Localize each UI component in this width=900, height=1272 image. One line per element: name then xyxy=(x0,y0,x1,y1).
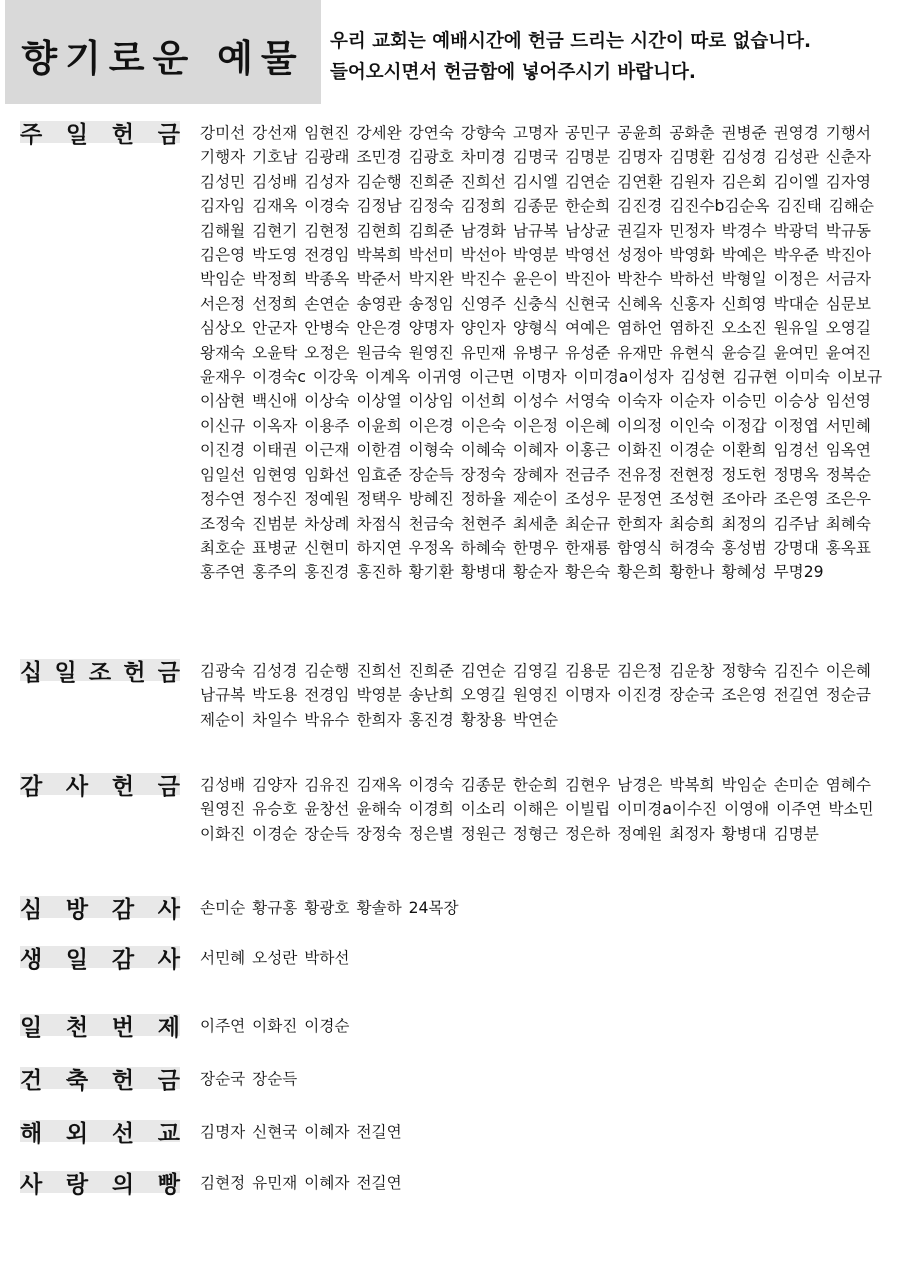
section-label xyxy=(20,659,180,686)
label-char: 축 xyxy=(65,1068,89,1094)
title-box xyxy=(5,0,321,104)
label-char: 금 xyxy=(157,1068,180,1094)
label-char: 감 xyxy=(111,947,135,973)
section-label xyxy=(20,773,180,800)
label-char: 생 xyxy=(20,947,43,973)
label-char: 교 xyxy=(157,1121,180,1147)
label-char: 사 xyxy=(20,1172,43,1198)
label-char: 건 xyxy=(20,1068,43,1094)
notice-line-2: 들어오시면서 헌금함에 넣어주시기 바랍니다. xyxy=(330,62,696,83)
label-char: 선 xyxy=(111,1121,135,1147)
label-char: 일 xyxy=(54,660,77,686)
label-char: 금 xyxy=(157,122,180,148)
label-char: 주 xyxy=(20,122,43,148)
section-label xyxy=(20,896,180,923)
section-label xyxy=(20,1120,180,1147)
label-char: 감 xyxy=(20,774,43,800)
label-char: 방 xyxy=(65,897,89,923)
section-label xyxy=(20,1171,180,1198)
section-label xyxy=(20,121,180,148)
donor-names: 김현정 유민재 이혜자 전길연 xyxy=(200,1174,402,1192)
notice-line-1: 우리 교회는 예배시간에 헌금 드리는 시간이 따로 없습니다. xyxy=(330,31,812,52)
label-char: 천 xyxy=(65,1015,89,1041)
label-char: 사 xyxy=(157,947,180,973)
label-char: 헌 xyxy=(111,1068,135,1094)
label-char: 금 xyxy=(157,774,180,800)
label-char: 감 xyxy=(111,897,135,923)
donor-names: 김광숙 김성경 김순행 진희선 진희준 김연순 김영길 김용문 김은정 김운창 정향숙 김진수 이은혜 남규복 박도용 전경임 박영분 송난희 오영길 원영진 이명자 이진경 장순국 조은영 전길연 정순금 제순이 차일수 박유수 한희자 홍진경 황창용 박연순 xyxy=(200,662,871,729)
label-char: 번 xyxy=(111,1015,135,1041)
label-char: 조 xyxy=(88,660,112,686)
page-title: 향기로운 예물 xyxy=(21,37,305,80)
label-char: 랑 xyxy=(65,1172,89,1198)
label-char: 사 xyxy=(157,897,180,923)
donor-names: 손미순 황규홍 황광호 황솔하 24목장 xyxy=(200,899,459,917)
donor-names: 김성배 김양자 김유진 김재옥 이경숙 김종문 한순희 김현우 남경은 박복희 박임순 손미순 염혜수 원영진 유승호 윤창선 윤해숙 이경희 이소리 이해은 이빌립 이미경a이수진 이영애 이주연 박소민 이화진 이경순 장순득 장정숙 정은별 정원근 정형근 정은하 정예원 최정자 황병대 김명분 xyxy=(200,776,874,843)
label-char: 일 xyxy=(20,1015,43,1041)
label-char: 일 xyxy=(65,122,89,148)
label-char: 십 xyxy=(20,660,43,686)
donor-names: 이주연 이화진 이경순 xyxy=(200,1017,350,1035)
label-char: 외 xyxy=(65,1121,89,1147)
label-char: 일 xyxy=(65,947,89,973)
label-char: 제 xyxy=(157,1015,180,1041)
label-char: 헌 xyxy=(123,660,146,686)
donor-names: 장순국 장순득 xyxy=(200,1070,298,1088)
label-char: 심 xyxy=(20,897,43,923)
donor-names: 강미선 강선재 임현진 강세완 강연숙 강향숙 고명자 공민구 공윤희 공화춘 권병준 권영경 기행서 기행자 기호남 김광래 조민경 김광호 차미경 김명국 김명분 김명자 김명환 김성경 김성관 신춘자 김성민 김성배 김성자 김순행 진희준 진희선 김시엘 김연순 김연환 김원자 김은회 김이엘 김자영 김자임 김재옥 이경숙 김정남 김정숙 김정희 김종문 한순희 김진경 김진수b김순옥 김진태 김해순 김해월 김현기 김현정 김현희 김희준 남경화 남규복 남상균 권길자 민정자 박경수 박광덕 박규동 김은영 박도영 전경임 박복희 박선미 박선아 박영분 박영선 성정아 박영화 박예은 박우준 박진아 박임순 박정희 박종옥 박준서 박지완 박진수 윤은이 박진아 박찬수 박하선 박형일 이정은 서금자 서은정 선정희 손연순 송영관 송정임 신영주 신충식 신현국 신혜옥 신홍자 신희영 박대순 심문보 심상오 안군자 안병숙 안은경 양명자 양인자 양형식 여예은 염하언 염하진 오소진 원유일 오영길 왕재숙 오윤탁 오정은 원금숙 원영진 유민재 유병구 유성준 유재만 유현식 윤승길 윤여민 윤여진 윤재우 이경숙c 이강욱 이계옥 이귀영 이근면 이명자 이미경a이성자 김성현 김규현 이미숙 이보규 이삼현 백신애 이상숙 이상열 이상임 이선희 이성수 서영숙 이숙자 이순자 이승민 이승상 임선영 이신규 이옥자 이용주 이윤희 이은경 이은숙 이은정 이은혜 이의정 이인숙 이정갑 이정엽 서민혜 이진경 이태권 이근재 이한겸 이형숙 이혜숙 이혜자 이홍근 이화진 이경순 이환희 임경선 임옥연 임일선 임현영 임화선 임효준 장순득 장정숙 장혜자 전금주 전유정 전현정 정도헌 정명옥 정복순 정수연 정수진 정예원 정택우 방혜진 정하율 제순이 조성우 문정연 조성현 조아라 조은영 조은우 조정숙 진범분 차상례 차점식 천금숙 천현주 최세춘 최순규 한희자 최승희 최정의 김주남 최혜숙 최호순 표병균 신현미 하지연 우정옥 하혜숙 한명우 한재룡 함영식 허경숙 홍성범 강명대 홍옥표 홍주연 홍주의 홍진경 홍진하 황기환 황병대 황순자 황은숙 황은희 황한나 황혜성 무명29 xyxy=(200,124,883,582)
section-label xyxy=(20,1014,180,1041)
donor-names: 서민혜 오성란 박하선 xyxy=(200,949,350,967)
offering-notice xyxy=(330,26,890,88)
label-char: 해 xyxy=(20,1121,43,1147)
label-char: 의 xyxy=(111,1172,135,1198)
label-char: 헌 xyxy=(111,774,135,800)
label-char: 헌 xyxy=(111,122,135,148)
section-label xyxy=(20,946,180,973)
label-char: 사 xyxy=(65,774,89,800)
label-char: 빵 xyxy=(157,1172,180,1198)
section-label xyxy=(20,1067,180,1094)
donor-names: 김명자 신현국 이혜자 전길연 xyxy=(200,1123,402,1141)
label-char: 금 xyxy=(157,660,180,686)
